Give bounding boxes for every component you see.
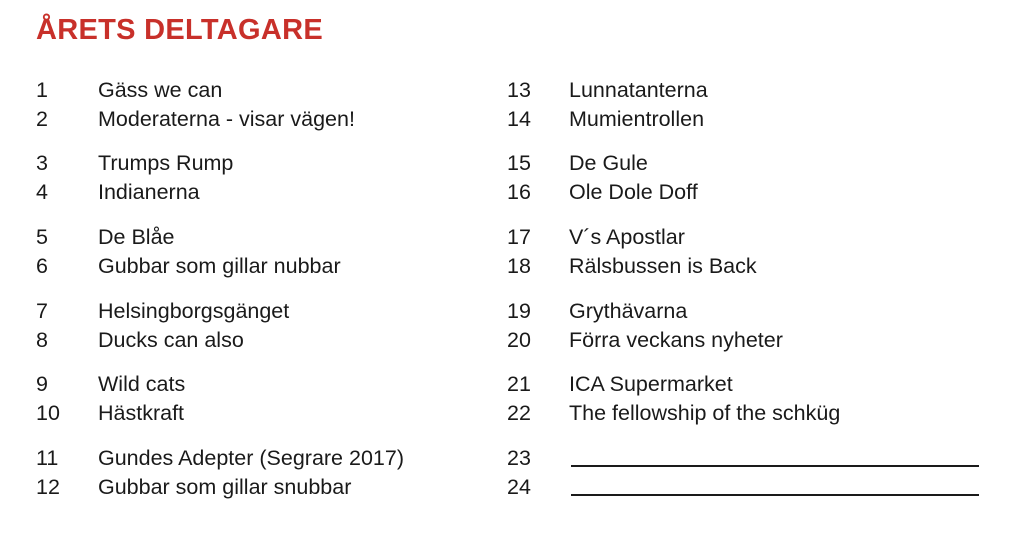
participant-number: 9 xyxy=(36,372,48,396)
participant-name: Förra veckans nyheter xyxy=(569,328,783,352)
participant-name: Gäss we can xyxy=(98,78,223,102)
participant-number: 13 xyxy=(507,78,531,102)
participant-number: 12 xyxy=(36,475,60,499)
participant-number: 6 xyxy=(36,254,48,278)
participant-name: Ducks can also xyxy=(98,328,244,352)
blank-entry-line xyxy=(571,494,979,496)
participant-name: De Gule xyxy=(569,151,648,175)
participant-name: Rälsbussen is Back xyxy=(569,254,757,278)
participant-number: 10 xyxy=(36,401,60,425)
participant-name: Ole Dole Doff xyxy=(569,180,698,204)
participant-number: 20 xyxy=(507,328,531,352)
participant-name: Gundes Adepter (Segrare 2017) xyxy=(98,446,404,470)
participant-name: Moderaterna - visar vägen! xyxy=(98,107,355,131)
participant-number: 1 xyxy=(36,78,48,102)
participant-number: 22 xyxy=(507,401,531,425)
participant-number: 11 xyxy=(36,446,59,470)
participant-number: 19 xyxy=(507,299,531,323)
participant-number: 16 xyxy=(507,180,531,204)
participant-name: Hästkraft xyxy=(98,401,185,425)
participant-number: 15 xyxy=(507,151,531,175)
page-title: ÅRETS DELTAGARE xyxy=(36,14,323,46)
participant-number: 18 xyxy=(507,254,531,278)
participant-name: Lunnatanterna xyxy=(569,78,708,102)
participant-name: Indianerna xyxy=(98,180,200,204)
participant-number: 24 xyxy=(507,475,531,499)
blank-entry-line xyxy=(571,465,979,467)
participant-name: Helsingborgsgänget xyxy=(98,299,290,323)
participant-number: 5 xyxy=(36,225,48,249)
participant-name: ICA Supermarket xyxy=(569,372,733,396)
participant-number: 17 xyxy=(507,225,531,249)
participant-name: De Blåe xyxy=(98,225,175,249)
participant-name: Trumps Rump xyxy=(98,151,234,175)
participant-number: 21 xyxy=(507,372,531,396)
participant-name: Gubbar som gillar nubbar xyxy=(98,254,341,278)
participant-name: Mumientrollen xyxy=(569,107,705,131)
participant-number: 2 xyxy=(36,107,48,131)
participant-number: 7 xyxy=(36,299,48,323)
participant-number: 14 xyxy=(507,107,531,131)
participant-number: 3 xyxy=(36,151,48,175)
participant-name: Grythävarna xyxy=(569,299,688,323)
participant-name: Wild cats xyxy=(98,372,186,396)
participant-number: 23 xyxy=(507,446,531,470)
participant-number: 8 xyxy=(36,328,48,352)
participant-name: V´s Apostlar xyxy=(569,225,685,249)
participant-number: 4 xyxy=(36,180,48,204)
participant-name: The fellowship of the schküg xyxy=(569,401,841,425)
participant-name: Gubbar som gillar snubbar xyxy=(98,475,352,499)
